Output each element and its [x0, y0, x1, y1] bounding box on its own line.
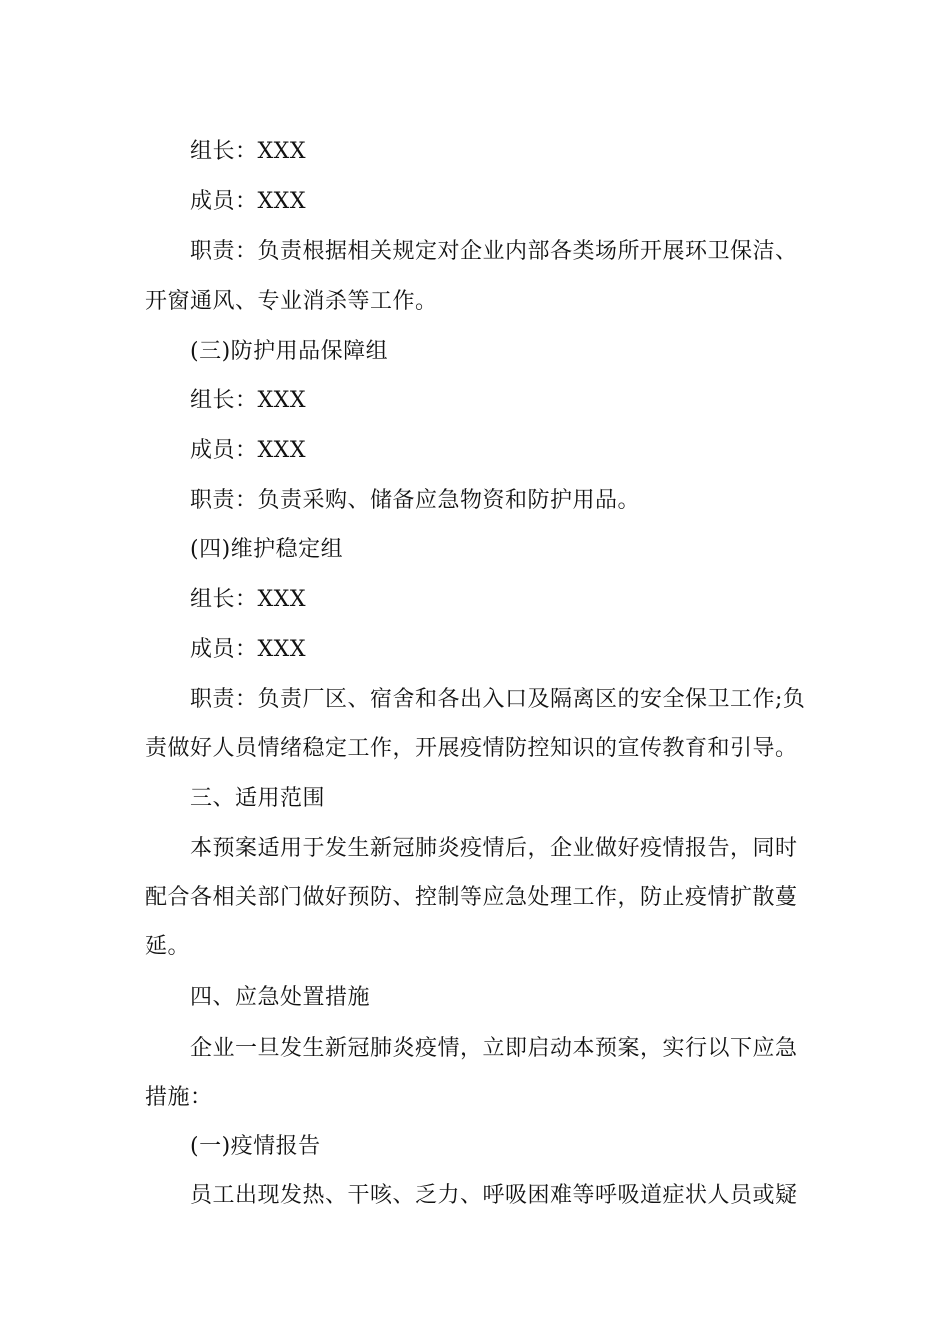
duty-line-2b: 开窗通风、专业消杀等工作。 [145, 289, 438, 314]
scope-paragraph-line-3: 延。 [145, 934, 191, 959]
leader-line-4: 组长：XXX [190, 587, 306, 612]
scope-paragraph-line-1: 本预案适用于发生新冠肺炎疫情后，企业做好疫情报告，同时 [190, 836, 798, 861]
measures-paragraph-line-1: 企业一旦发生新冠肺炎疫情，立即启动本预案，实行以下应急 [190, 1036, 798, 1061]
member-line-3: 成员：XXX [190, 438, 306, 463]
report-paragraph-line-1: 员工出现发热、干咳、乏力、呼吸困难等呼吸道症状人员或疑 [190, 1183, 798, 1208]
leader-line-3: 组长：XXX [190, 388, 306, 413]
section-heading-4: (四)维护稳定组 [190, 537, 344, 562]
duty-line-4b: 责做好人员情绪稳定工作，开展疫情防控知识的宣传教育和引导。 [145, 736, 798, 761]
leader-line-2: 组长：XXX [190, 139, 306, 164]
duty-line-3: 职责：负责采购、储备应急物资和防护用品。 [190, 488, 641, 513]
member-line-4: 成员：XXX [190, 637, 306, 662]
chapter-heading-scope: 三、适用范围 [190, 786, 326, 811]
duty-line-4a: 职责：负责厂区、宿舍和各出入口及隔离区的安全保卫工作;负 [190, 687, 806, 712]
measures-paragraph-line-2: 措施： [145, 1085, 213, 1110]
section-heading-report: (一)疫情报告 [190, 1134, 321, 1159]
member-line-2: 成员：XXX [190, 189, 306, 214]
scope-paragraph-line-2: 配合各相关部门做好预防、控制等应急处理工作，防止疫情扩散蔓 [145, 885, 798, 910]
chapter-heading-measures: 四、应急处置措施 [190, 985, 371, 1010]
duty-line-2a: 职责：负责根据相关规定对企业内部各类场所开展环卫保洁、 [190, 239, 798, 264]
section-heading-3: (三)防护用品保障组 [190, 339, 389, 364]
